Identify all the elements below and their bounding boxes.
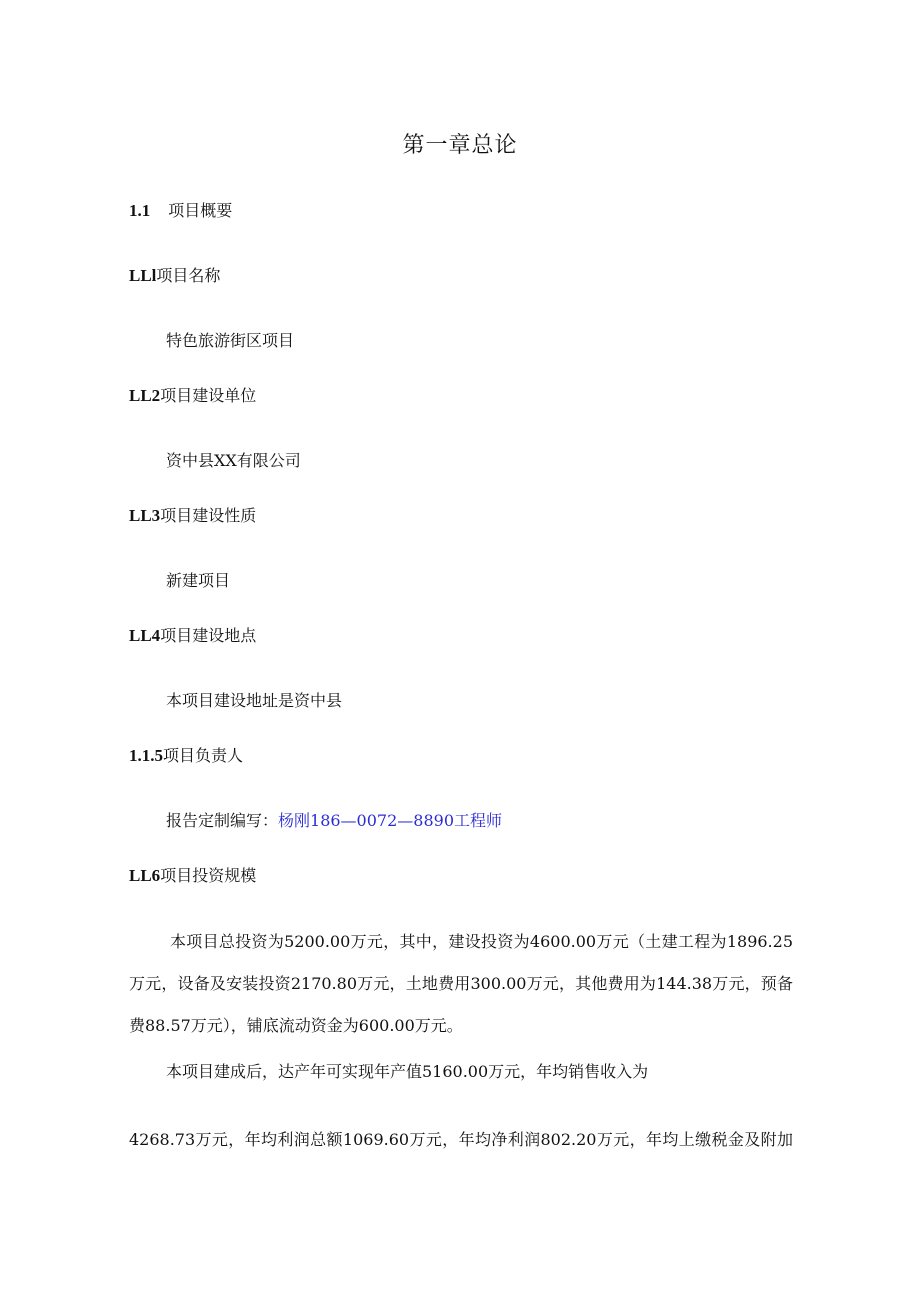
section-title: 项目建设性质 (160, 506, 257, 525)
section-heading-nature (129, 503, 256, 526)
section-title: 项目投资规模 (160, 866, 257, 885)
section-heading-location (129, 623, 256, 646)
contact-info: 杨刚186—0072—8890工程师 (278, 811, 502, 830)
section-value-name: 特色旅游街区项目 (166, 331, 295, 350)
section-title: 项目名称 (156, 266, 221, 285)
section-title: 项目建设地点 (160, 626, 257, 645)
chapter-title: 第一章总论 (402, 133, 518, 158)
section-number: 1.1 (129, 201, 151, 220)
section-heading-unit (129, 383, 256, 406)
section-number: LLl (129, 266, 157, 285)
section-title: 项目概要 (168, 201, 233, 220)
section-title: 项目建设单位 (160, 386, 257, 405)
section-number: LL3 (129, 506, 161, 525)
section-heading-name (129, 263, 220, 286)
paragraph-line: 4268.73万元，年均利润总额1069.60万元，年均净利润802.20万元，年均上缴税金及附加 (129, 1130, 793, 1149)
section-title: 项目负责人 (163, 746, 244, 765)
section-value-location: 本项目建设地址是资中县 (166, 691, 343, 710)
section-heading-overview (129, 198, 232, 221)
section-heading-investment (129, 863, 256, 886)
paragraph-line: 本项目总投资为5200.00万元，其中，建设投资为4600.00万元（土建工程为1896.25 (170, 932, 793, 951)
contact-label: 报告定制编写： (166, 811, 279, 830)
paragraph-line: 万元，设备及安装投资2170.80万元，土地费用300.00万元，其他费用为144.38万元，预备 (129, 974, 793, 993)
section-number: LL2 (129, 386, 161, 405)
section-heading-leader (129, 743, 243, 766)
section-number: 1.1.5 (129, 746, 163, 765)
paragraph-line: 本项目建成后，达产年可实现年产值5160.00万元，年均销售收入为 (166, 1062, 649, 1081)
section-number: LL4 (129, 626, 161, 645)
section-value-unit: 资中县XX有限公司 (166, 451, 301, 470)
section-number: LL6 (129, 866, 161, 885)
section-value-nature: 新建项目 (166, 571, 231, 590)
paragraph-line: 费88.57万元），铺底流动资金为600.00万元。 (129, 1016, 463, 1035)
section-value-leader (166, 808, 502, 831)
